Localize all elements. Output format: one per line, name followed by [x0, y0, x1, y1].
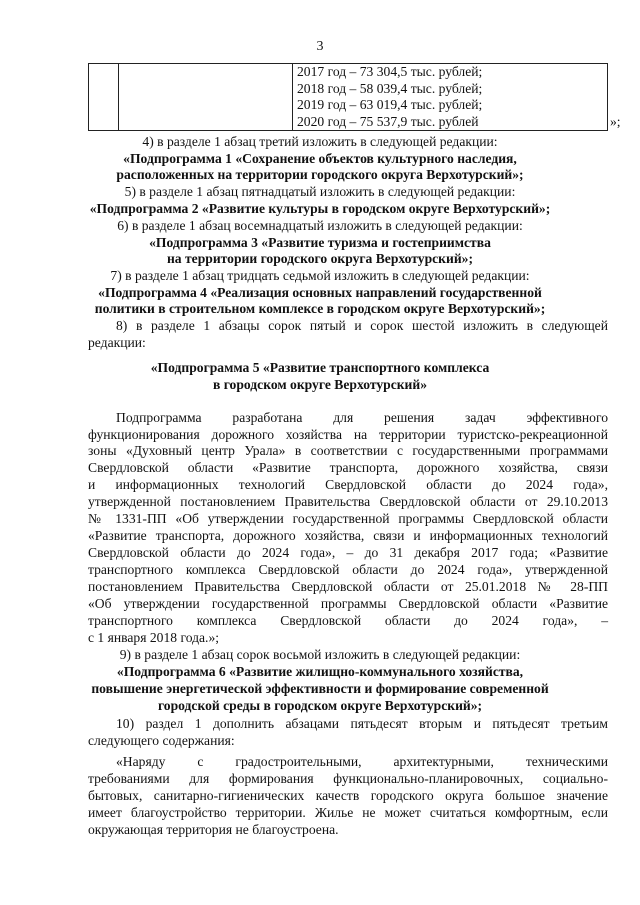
paragraph-line: и информационных технологий Свердловской области до 2024 года»,	[88, 477, 608, 492]
subprogram-6-title: повышение энергетической эффективности и формирование современной	[91, 681, 549, 696]
paragraph-line: Подпрограмма разработана для решения задач эффективного	[116, 410, 608, 425]
subprogram-6-title: «Подпрограмма 6 «Развитие жилищно-коммунального хозяйства,	[116, 664, 524, 679]
paragraph-line: № 1331-ПП «Об утверждении государственной программы Свердловской области	[88, 511, 608, 526]
quote-line: имеет благоустройство территории. Жилье не может считаться комфортным, если	[88, 805, 608, 820]
paragraph-line: зоны «Духовный центр Урала» в соответствии с государственными программами	[88, 443, 608, 458]
paragraph-line: функционирования дорожного хозяйства на территории туристско-рекреационной	[88, 427, 608, 442]
quote-line: требованиями для формирования функционально-планировочных, социально-	[88, 771, 608, 786]
item-5-text: 5) в разделе 1 абзац пятнадцатый изложить в следующей редакции:	[124, 184, 516, 199]
item-4-text: 4) в разделе 1 абзац третий изложить в следующей редакции:	[142, 134, 498, 149]
subprogram-3-title: на территории городского округа Верхотурский»;	[166, 251, 474, 266]
paragraph-line: постановлением Правительства Свердловской области от 25.01.2018 № 28-ПП	[88, 579, 608, 594]
item-8-text: 8) в разделе 1 абзацы сорок пятый и сорок шестой изложить в следующей	[116, 318, 608, 333]
quote-line: бытовых, санитарно-гигиенических качеств городского округа большое значение	[88, 788, 608, 803]
funding-table	[88, 63, 608, 131]
table-closing-quote: »;	[610, 114, 621, 129]
paragraph-line: Свердловской области «Развитие транспорта, дорожного хозяйства, связи	[88, 460, 608, 475]
table-column-divider	[292, 63, 293, 131]
page-number: 3	[316, 39, 324, 54]
subprogram-4-title: политики в строительном комплексе в городском округе Верхотурский»;	[94, 301, 546, 316]
subprogram-4-title: «Подпрограмма 4 «Реализация основных направлений государственной	[98, 285, 542, 300]
quote-line: окружающая территория не благоустроена.	[88, 822, 339, 837]
subprogram-6-title: городской среды в городском округе Верхотурский»;	[157, 698, 483, 713]
table-row: 2018 год – 58 039,4 тыс. рублей;	[297, 80, 483, 96]
paragraph-line: «Об утверждении государственной программы Свердловской области «Развитие	[88, 596, 608, 611]
item-10-text: следующего содержания:	[88, 733, 235, 748]
paragraph-line: Свердловской области до 2024 года», – до 31 декабря 2017 года; «Развитие	[88, 545, 608, 560]
subprogram-5-title: «Подпрограмма 5 «Развитие транспортного комплекса	[150, 360, 490, 375]
table-column-divider	[118, 63, 119, 131]
subprogram-3-title: «Подпрограмма 3 «Развитие туризма и гостеприимства	[149, 235, 491, 250]
paragraph-line: утвержденной постановлением Правительства Свердловской области от 29.10.2013	[88, 494, 608, 509]
table-row: 2020 год – 75 537,9 тыс. рублей	[297, 113, 479, 129]
quote-line: «Наряду с градостроительными, архитектурными, техническими	[116, 754, 608, 769]
table-row: 2017 год – 73 304,5 тыс. рублей;	[297, 64, 483, 79]
item-10-text: 10) раздел 1 дополнить абзацами пятьдесят вторым и пятьдесят третьим	[116, 716, 608, 731]
subprogram-1-title: расположенных на территории городского округа Верхотурский»;	[116, 167, 524, 182]
item-8-text: редакции:	[88, 335, 146, 350]
item-9-text: 9) в разделе 1 абзац сорок восьмой изложить в следующей редакции:	[119, 647, 521, 662]
item-7-text: 7) в разделе 1 абзац тридцать седьмой изложить в следующей редакции:	[110, 268, 530, 283]
subprogram-1-title: «Подпрограмма 1 «Сохранение объектов культурного наследия,	[123, 151, 517, 166]
paragraph-line: с 1 января 2018 года.»;	[88, 630, 220, 645]
subprogram-5-title: в городском округе Верхотурский»	[212, 377, 428, 392]
paragraph-line: «Развитие транспорта, дорожного хозяйства, связи и информационных технологий	[88, 528, 608, 543]
subprogram-2-title: «Подпрограмма 2 «Развитие культуры в городском округе Верхотурский»;	[89, 201, 551, 216]
paragraph-line: транспортного комплекса Свердловской области до 2024 года», –	[88, 613, 608, 628]
item-6-text: 6) в разделе 1 абзац восемнадцатый изложить в следующей редакции:	[117, 218, 523, 233]
paragraph-line: транспортного комплекса Свердловской области до 2024 года», утвержденной	[88, 562, 608, 577]
table-row: 2019 год – 63 019,4 тыс. рублей;	[297, 97, 483, 112]
